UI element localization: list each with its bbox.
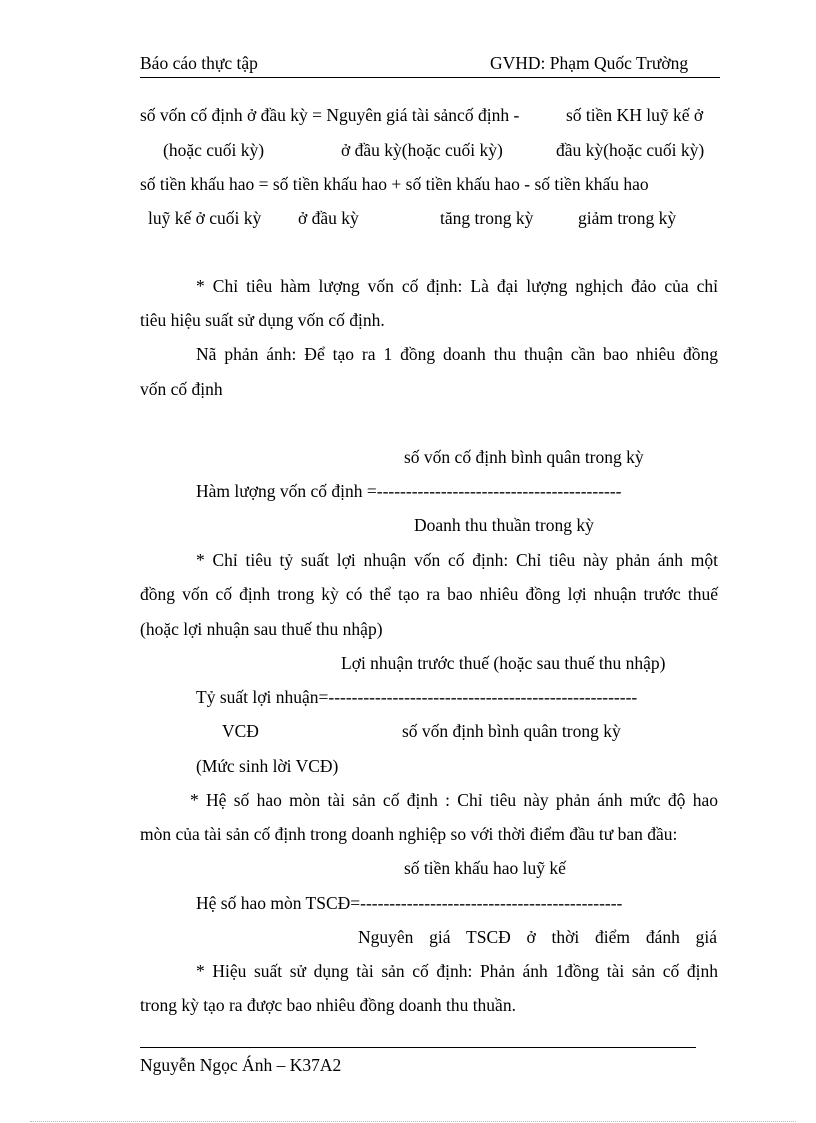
header-left: Báo cáo thực tập [140, 53, 258, 73]
formula2-row2-c: tăng trong kỳ [440, 208, 534, 228]
ham-luong-para1-line1: * Chỉ tiêu hàm lượng vốn cố định: Là đại lượng nghịch đảo của chỉ [196, 276, 718, 296]
ham-luong-para2-line2: vốn cố định [140, 379, 223, 399]
formula1-row2-b: ở đầu kỳ(hoặc cuối kỳ) [341, 140, 503, 160]
formula1-row2-a: (hoặc cuối kỳ) [163, 140, 265, 160]
hao-mon-line2: mòn của tài sản cố định trong doanh nghiệp so với thời điểm đầu tư ban đầu: [140, 824, 678, 844]
ham-luong-denominator: Doanh thu thuần trong kỳ [414, 515, 594, 535]
hao-mon-denominator: Nguyên giá TSCĐ ở thời điểm đánh giá [358, 927, 717, 947]
ty-suat-denominator: số vốn định bình quân trong kỳ [402, 721, 621, 741]
formula1-row2-c: đầu kỳ(hoặc cuối kỳ) [556, 140, 705, 160]
footer-rule [140, 1047, 696, 1048]
formula2-row2-b: ở đầu kỳ [298, 208, 359, 228]
hao-mon-formula-label: Hệ số hao mòn TSCĐ=--------------------------------------------- [196, 893, 623, 913]
ham-luong-formula-label: Hàm lượng vốn cố định =------------------------------------------ [196, 481, 622, 501]
ty-suat-line2: đồng vốn cố định trong kỳ có thể tạo ra bao nhiêu đồng lợi nhuận trước thuế [140, 584, 718, 604]
formula1-row1-main: số vốn cố định ở đầu kỳ = Nguyên giá tài sảncố định - [140, 105, 520, 125]
ty-suat-line1: * Chỉ tiêu tỷ suất lợi nhuận vốn cố định: Chỉ tiêu này phản ánh một [196, 550, 718, 570]
hieu-suat-line1: * Hiệu suất sử dụng tài sản cố định: Phản ánh 1đồng tài sản cố định [196, 961, 718, 981]
formula2-row2-a: luỹ kế ở cuối kỳ [148, 208, 262, 228]
ham-luong-para2-line1: Nã phản ánh: Để tạo ra 1 đồng doanh thu thuận cần bao nhiêu đồng [196, 344, 718, 364]
page-edge [30, 1121, 796, 1122]
ty-suat-formula-label: Tỷ suất lợi nhuận=----------------------------------------------------- [196, 687, 638, 707]
ham-luong-para1-line2: tiêu hiệu suất sử dụng vốn cố định. [140, 310, 385, 330]
header-rule [140, 77, 720, 78]
ham-luong-numerator: số vốn cố định bình quân trong kỳ [404, 447, 644, 467]
hao-mon-line1: * Hệ số hao mòn tài sản cố định : Chỉ tiêu này phản ánh mức độ hao [190, 790, 718, 810]
footer-author: Nguyễn Ngọc Ánh – K37A2 [140, 1055, 342, 1075]
formula1-row1-right: số tiền KH luỹ kế ở [566, 105, 704, 125]
ty-suat-sub-left: VCĐ [222, 721, 259, 741]
hieu-suat-line2: trong kỳ tạo ra được bao nhiêu đồng doanh thu thuần. [140, 995, 516, 1015]
ty-suat-numerator: Lợi nhuận trước thuế (hoặc sau thuế thu nhập) [341, 653, 666, 673]
ty-suat-note: (Mức sinh lời VCĐ) [196, 756, 339, 776]
formula2-row1: số tiền khấu hao = số tiền khấu hao + số tiền khấu hao - số tiền khấu hao [140, 174, 649, 194]
hao-mon-numerator: số tiền khấu hao luỹ kế [404, 858, 566, 878]
header-right: GVHD: Phạm Quốc Trường [490, 53, 689, 73]
ty-suat-line3: (hoặc lợi nhuận sau thuế thu nhập) [140, 619, 383, 639]
formula2-row2-d: giảm trong kỳ [578, 208, 677, 228]
